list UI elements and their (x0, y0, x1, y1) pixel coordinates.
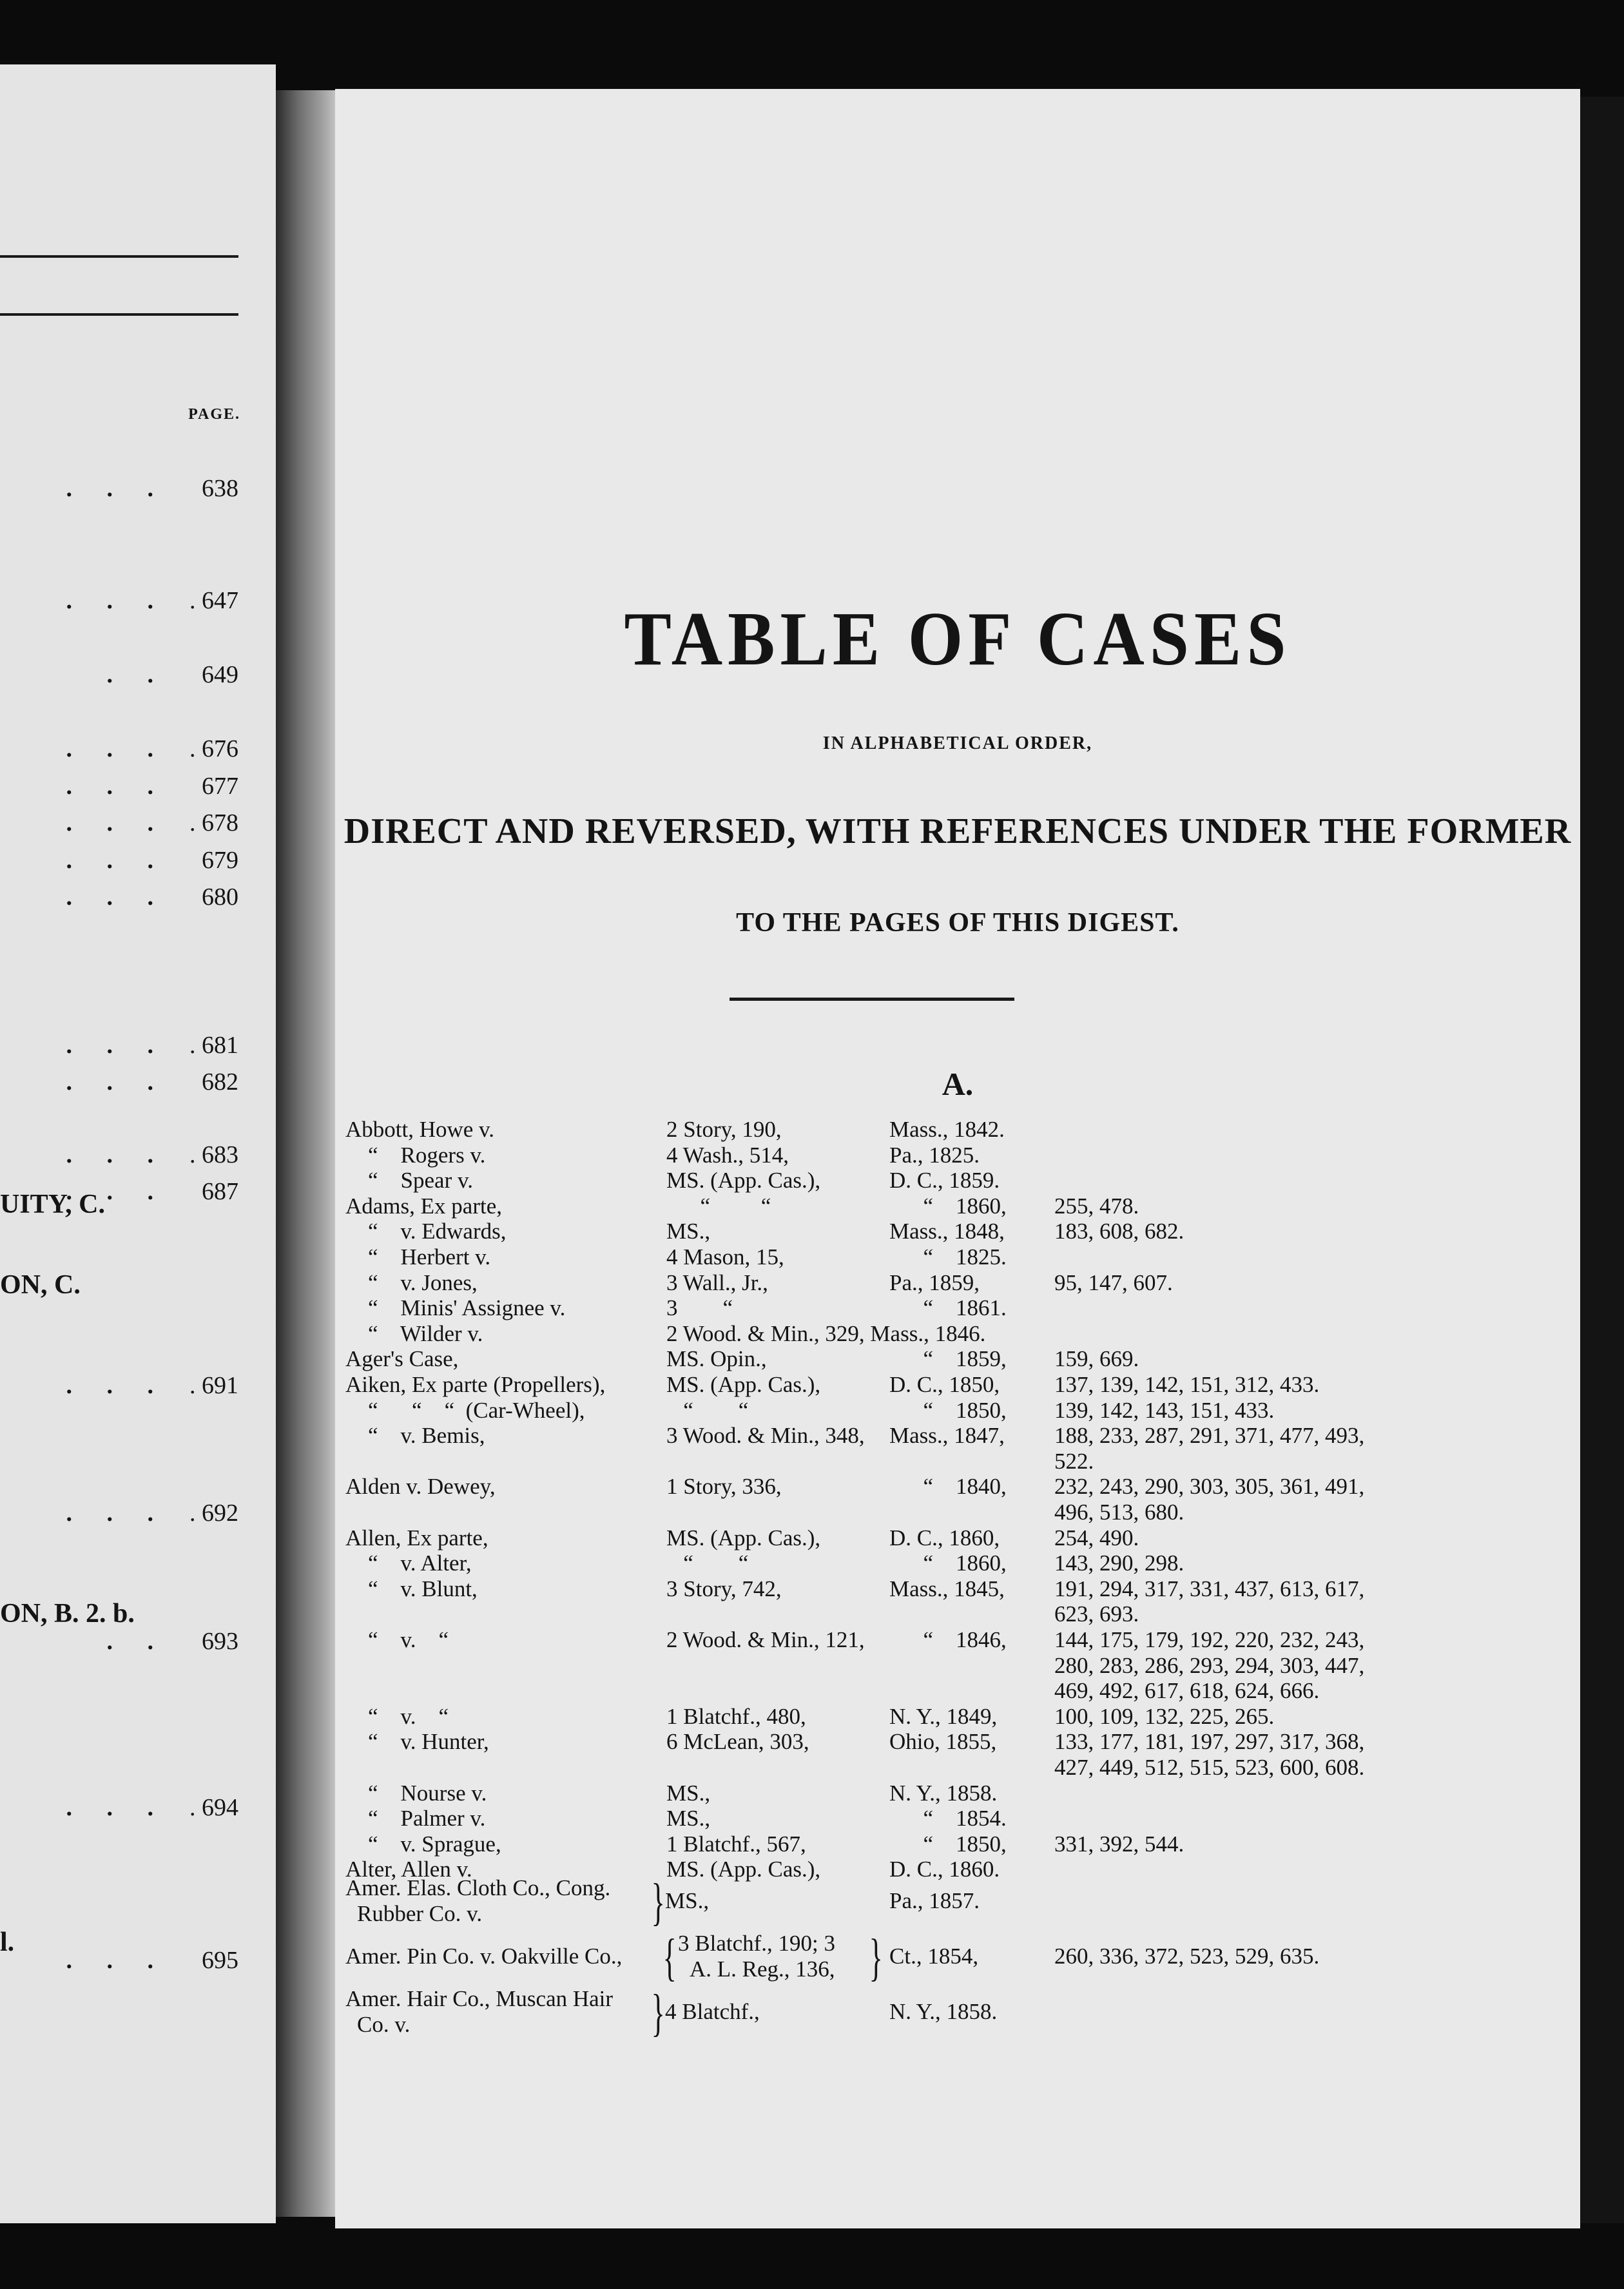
case-name: “ Minis' Assignee v. (345, 1295, 566, 1321)
right-page (335, 89, 1580, 2228)
case-row (335, 1678, 1580, 1704)
case-reference: 3 Wall., Jr., (666, 1270, 768, 1295)
digest-pages: 232, 243, 290, 303, 305, 361, 491, (1054, 1474, 1365, 1500)
left-index-row (0, 809, 238, 838)
case-court-year: N. Y., 1858. (889, 1999, 998, 2024)
dot-leader: . . . (66, 1947, 168, 1974)
case-reference: MS. (App. Cas.), (666, 1525, 821, 1550)
case-reference: MS., (666, 1780, 711, 1806)
digest-pages: 144, 175, 179, 192, 220, 232, 243, (1054, 1627, 1365, 1652)
case-row (335, 1219, 1580, 1244)
fragment-text: ON, B. 2. b. (0, 1599, 135, 1628)
dot-leader: . . . (66, 1372, 168, 1399)
case-name: Alter, Allen v. (345, 1857, 472, 1882)
page-title: TABLE OF CASES (624, 596, 1291, 681)
case-court-year: Mass., 1847, (889, 1423, 1005, 1449)
case-reference: 1 Story, 336, (666, 1474, 782, 1500)
fragment-text: UITY, C. (0, 1190, 105, 1219)
case-row (335, 1295, 1580, 1321)
digest-pages: 183, 608, 682. (1054, 1219, 1184, 1244)
book-gutter (276, 90, 340, 2217)
section-letter: A. (942, 1066, 974, 1102)
case-court-year: D. C., 1860. (889, 1857, 1000, 1882)
page-number: 687 (202, 1178, 238, 1205)
dot-leader: . . (106, 661, 168, 688)
case-reference: “ “ (666, 1397, 749, 1423)
dot-leader: . . . (66, 1032, 168, 1059)
case-reference-line: 3 Blatchf., 190; 3 (678, 1931, 835, 1956)
left-index-row (0, 474, 238, 504)
page-number: . 692 (189, 1500, 238, 1527)
case-reference: 2 Wood. & Min., 329, Mass., 1846. (666, 1320, 986, 1346)
case-court-year: “ 1825. (889, 1244, 1007, 1270)
case-row (335, 1449, 1580, 1474)
case-row (335, 1423, 1580, 1449)
case-reference: 1 Blatchf., 480, (666, 1703, 806, 1729)
case-reference: 3 Wood. & Min., 348, (666, 1423, 865, 1449)
left-index-row (0, 772, 238, 802)
case-row (335, 1755, 1580, 1781)
brace-mark: } (651, 1985, 665, 2042)
digest-pages: 254, 490. (1054, 1525, 1139, 1550)
fragment-text: ON, C. (0, 1270, 81, 1300)
left-index-row (0, 1371, 238, 1401)
case-reference: MS. Opin., (666, 1346, 767, 1372)
case-name: “ Rogers v. (345, 1142, 486, 1168)
case-name-line: Co. v. (357, 2012, 411, 2037)
case-reference: “ “ (666, 1550, 749, 1576)
case-name: “ Spear v. (345, 1168, 473, 1193)
brace-mark: } (651, 1874, 665, 1931)
page-number: . 691 (189, 1372, 238, 1399)
digest-pages: 137, 139, 142, 151, 312, 433. (1054, 1372, 1320, 1397)
case-court-year: Ct., 1854, (889, 1944, 979, 1969)
case-reference: “ “ (666, 1193, 771, 1219)
case-name: “ Wilder v. (345, 1320, 483, 1346)
left-index-row (0, 1031, 238, 1061)
left-page (0, 64, 276, 2223)
digest-pages: 522. (1054, 1448, 1094, 1474)
second-rule (0, 313, 238, 316)
case-reference: 2 Wood. & Min., 121, (666, 1627, 865, 1652)
brace-mark: } (869, 1929, 883, 1986)
dot-leader: . . . (66, 884, 168, 911)
case-name: Allen, Ex parte, (345, 1525, 488, 1550)
case-row-braced (335, 1874, 1580, 1931)
case-name: Adams, Ex parte, (345, 1193, 502, 1219)
dot-leader: . . . (66, 1141, 168, 1168)
digest-pages: 255, 478. (1054, 1193, 1139, 1219)
dot-leader: . . . (66, 1068, 168, 1096)
case-row (335, 1627, 1580, 1653)
digest-pages: 191, 294, 317, 331, 437, 613, 617, (1054, 1576, 1365, 1601)
case-court-year: “ 1846, (889, 1627, 1007, 1652)
digest-pages: 100, 109, 132, 225, 265. (1054, 1703, 1275, 1729)
digest-pages: 139, 142, 143, 151, 433. (1054, 1397, 1275, 1423)
case-reference: MS. (App. Cas.), (666, 1168, 821, 1193)
case-reference: 6 McLean, 303, (666, 1729, 809, 1755)
case-row (335, 1270, 1580, 1296)
case-court-year: “ 1860, (889, 1193, 1007, 1219)
page-number: . 676 (189, 735, 238, 762)
case-court-year: “ 1850, (889, 1831, 1007, 1857)
digest-pages: 623, 693. (1054, 1601, 1139, 1627)
page-number: 682 (202, 1068, 238, 1096)
case-name: “ v. “ (345, 1703, 449, 1729)
digest-pages: 260, 336, 372, 523, 529, 635. (1054, 1944, 1320, 1969)
case-row (335, 1193, 1580, 1219)
case-reference: MS., (666, 1219, 711, 1244)
case-row-braced (335, 1985, 1580, 2042)
case-court-year: “ 1850, (889, 1397, 1007, 1423)
case-court-year: Pa., 1857. (889, 1888, 980, 1913)
dot-leader: . . . (66, 735, 168, 762)
dot-leader: . . . (66, 1794, 168, 1821)
case-court-year: “ 1859, (889, 1346, 1007, 1372)
case-name: “ “ “ (Car-Wheel), (345, 1397, 585, 1423)
case-court-year: N. Y., 1858. (889, 1780, 998, 1806)
case-name-line: Amer. Pin Co. v. Oakville Co., (345, 1944, 623, 1969)
dot-leader: . . . (66, 847, 168, 874)
case-row (335, 1806, 1580, 1831)
case-name: Ager's Case, (345, 1346, 459, 1372)
case-court-year: Pa., 1859, (889, 1270, 980, 1295)
subtitle-pages: TO THE PAGES OF THIS DIGEST. (736, 908, 1179, 938)
digest-pages: 331, 392, 544. (1054, 1831, 1184, 1857)
case-name: “ v. Bemis, (345, 1423, 485, 1449)
fragment-text: l. (0, 1927, 15, 1957)
left-index-row (0, 846, 238, 876)
digest-pages: 143, 290, 298. (1054, 1550, 1184, 1576)
case-row (335, 1781, 1580, 1806)
case-name: Abbott, Howe v. (345, 1117, 495, 1142)
case-name-line: Amer. Hair Co., Muscan Hair (345, 1986, 614, 2011)
subtitle-description: DIRECT AND REVERSED, WITH REFERENCES UNDER THE FORMER (343, 811, 1572, 851)
case-name: “ v. Alter, (345, 1550, 472, 1576)
case-row (335, 1117, 1580, 1143)
dot-leader: . . . (66, 587, 168, 614)
case-court-year: D. C., 1860, (889, 1525, 1000, 1550)
page-number: . 683 (189, 1141, 238, 1168)
case-court-year: Mass., 1848, (889, 1219, 1005, 1244)
case-reference: 1 Blatchf., 567, (666, 1831, 806, 1857)
case-name: “ v. Edwards, (345, 1219, 507, 1244)
case-court-year: “ 1860, (889, 1550, 1007, 1576)
case-row (335, 1168, 1580, 1193)
digest-pages: 159, 669. (1054, 1346, 1139, 1372)
left-index-row (0, 1141, 238, 1170)
case-reference: 4 Wash., 514, (666, 1142, 789, 1168)
case-row (335, 1601, 1580, 1627)
case-name (345, 1986, 655, 2038)
left-index-row (0, 883, 238, 913)
case-name: “ v. Hunter, (345, 1729, 489, 1755)
dot-leader: . . . (66, 475, 168, 502)
digest-pages: 133, 177, 181, 197, 297, 317, 368, (1054, 1729, 1365, 1755)
case-name: “ v. “ (345, 1627, 449, 1652)
case-court-year: “ 1840, (889, 1474, 1007, 1500)
case-name: Alden v. Dewey, (345, 1474, 496, 1500)
top-rule (0, 255, 238, 258)
case-reference: MS., (666, 1806, 711, 1831)
digest-pages: 280, 283, 286, 293, 294, 303, 447, (1054, 1652, 1365, 1678)
page-number: . 681 (189, 1032, 238, 1059)
left-index-row (0, 1793, 238, 1823)
page-column-label: PAGE. (188, 406, 240, 423)
case-name: “ Herbert v. (345, 1244, 491, 1270)
title-divider (730, 998, 1014, 1001)
case-name: “ v. Blunt, (345, 1576, 478, 1601)
page-number: 695 (202, 1947, 238, 1974)
left-index-row (0, 1627, 238, 1657)
left-index-row (0, 1946, 238, 1976)
dot-leader: . . (106, 1628, 168, 1655)
case-row (335, 1653, 1580, 1679)
case-name-line: Rubber Co. v. (357, 1901, 483, 1926)
case-name (345, 1944, 655, 1969)
case-row (335, 1500, 1580, 1525)
case-row-braced (335, 1931, 1580, 1984)
digest-pages: 469, 492, 617, 618, 624, 666. (1054, 1678, 1320, 1704)
subtitle-order: IN ALPHABETICAL ORDER, (822, 733, 1093, 753)
case-name: “ Palmer v. (345, 1806, 486, 1831)
case-court-year: “ 1854. (889, 1806, 1007, 1831)
case-row (335, 1831, 1580, 1857)
case-court-year: N. Y., 1849, (889, 1703, 998, 1729)
case-reference (678, 1931, 835, 1982)
digest-pages: 95, 147, 607. (1054, 1270, 1173, 1295)
page-number: . 694 (189, 1794, 238, 1821)
left-index-row (0, 1499, 238, 1529)
page-number: 693 (202, 1628, 238, 1655)
case-row (335, 1372, 1580, 1398)
page-number: 638 (202, 475, 238, 502)
case-court-year: Mass., 1845, (889, 1576, 1005, 1601)
case-court-year: “ 1861. (889, 1295, 1007, 1321)
case-row (335, 1704, 1580, 1730)
page-number: 679 (202, 847, 238, 874)
page-number: 680 (202, 884, 238, 911)
left-index-row (0, 586, 238, 616)
case-name: “ v. Jones, (345, 1270, 478, 1295)
case-row (335, 1398, 1580, 1424)
digest-pages: 427, 449, 512, 515, 523, 600, 608. (1054, 1755, 1365, 1780)
case-row (335, 1525, 1580, 1551)
digest-pages: 188, 233, 287, 291, 371, 477, 493, (1054, 1423, 1365, 1449)
case-reference: 3 Story, 742, (666, 1576, 782, 1601)
case-court-year: Ohio, 1855, (889, 1729, 997, 1755)
case-row (335, 1143, 1580, 1168)
case-reference: 4 Blatchf., (665, 1999, 760, 2024)
case-court-year: D. C., 1859. (889, 1168, 1000, 1193)
digest-pages: 496, 513, 680. (1054, 1500, 1184, 1525)
case-court-year: Mass., 1842. (889, 1117, 1005, 1142)
dot-leader: . . . (66, 809, 168, 836)
brace-mark: { (662, 1929, 677, 1986)
case-reference: MS. (App. Cas.), (666, 1372, 821, 1397)
case-court-year: D. C., 1850, (889, 1372, 1000, 1397)
case-reference: MS. (App. Cas.), (666, 1857, 821, 1882)
page-number: . 678 (189, 809, 238, 836)
case-row (335, 1321, 1580, 1347)
case-row (335, 1729, 1580, 1755)
dot-leader: . . . (66, 1500, 168, 1527)
dot-leader: . . . (66, 1178, 168, 1205)
page-edge-shadow (1580, 97, 1624, 2223)
case-reference: 2 Story, 190, (666, 1117, 782, 1142)
case-reference-line: A. L. Reg., 136, (690, 1956, 835, 1982)
case-row (335, 1474, 1580, 1500)
left-index-row (0, 735, 238, 764)
page-number: 677 (202, 773, 238, 800)
case-name: “ v. Sprague, (345, 1831, 501, 1857)
page-number: 649 (202, 661, 238, 688)
case-reference: 3 “ (666, 1295, 733, 1321)
left-index-row (0, 661, 238, 690)
case-row (335, 1346, 1580, 1372)
case-reference: 4 Mason, 15, (666, 1244, 784, 1270)
left-index-row (0, 1068, 238, 1097)
dot-leader: . . . (66, 773, 168, 800)
case-name: Aiken, Ex parte (Propellers), (345, 1372, 606, 1397)
case-court-year: Pa., 1825. (889, 1142, 980, 1168)
case-reference: MS., (665, 1888, 710, 1913)
case-row (335, 1550, 1580, 1576)
case-name: “ Nourse v. (345, 1780, 487, 1806)
page-number: . 647 (189, 587, 238, 614)
case-name-line: Amer. Elas. Cloth Co., Cong. (345, 1875, 611, 1900)
case-name (345, 1875, 655, 1927)
case-row (335, 1576, 1580, 1602)
case-row (335, 1244, 1580, 1270)
